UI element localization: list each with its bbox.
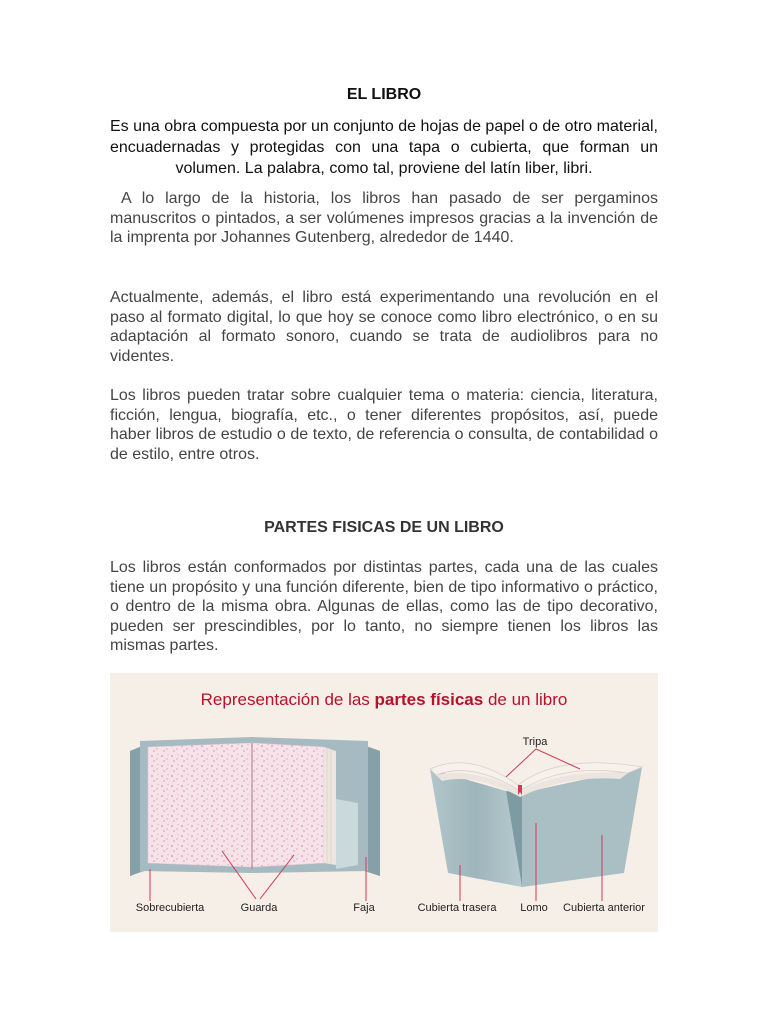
label-sobrecubierta: Sobrecubierta bbox=[135, 902, 205, 914]
book-parts-figure bbox=[110, 673, 658, 932]
label-faja: Faja bbox=[353, 902, 375, 914]
label-cubierta-anterior: Cubierta anterior bbox=[563, 902, 645, 914]
topics-paragraph: Los libros pueden tratar sobre cualquier tema o materia: ciencia, literatura, ficción, lengua, biografía, etc., o tener diferentes propósitos, así, puede haber libros de estudio o de texto, de referencia o consulta, de contabilidad o de estilo, entre otros. bbox=[110, 387, 658, 463]
figure-title: Representación de las partes físicas de un libro bbox=[200, 690, 568, 709]
label-guarda: Guarda bbox=[240, 902, 278, 914]
section-title: PARTES FISICAS DE UN LIBRO bbox=[264, 519, 504, 536]
page-title: EL LIBRO bbox=[346, 86, 422, 103]
book-parts-illustration bbox=[110, 673, 658, 932]
label-tripa: Tripa bbox=[522, 736, 548, 748]
label-cubierta-trasera: Cubierta trasera bbox=[417, 902, 497, 914]
parts-paragraph: Los libros están conformados por distintas partes, cada una de las cuales tiene un propósito y una función diferente, bien de tipo informativo o práctico, o dentro de la misma obra. Algunas de ellas, como las de tipo decorativo, pueden ser prescindibles, por lo tanto, no siempre tienen los libros las mismas partes. bbox=[110, 559, 658, 655]
intro-paragraph: Es una obra compuesta por un conjunto de hojas de papel o de otro material, encuadernadas y protegidas con una tapa o cubierta, que forman un volumen. La palabra, como tal, proviene del latín liber, libri. bbox=[110, 118, 658, 177]
history-paragraph: A lo largo de la historia, los libros han pasado de ser pergaminos manuscritos o pintados, a ser volúmenes impresos gracias a la invención de la imprenta por Johannes Gutenberg, alrededor de 1440. bbox=[110, 190, 663, 247]
open-book-left bbox=[130, 737, 380, 876]
label-lomo: Lomo bbox=[520, 902, 548, 914]
digital-paragraph: Actualmente, además, el libro está experimentando una revolución en el paso al formato digital, lo que hoy se conoce como libro electrónico, o en su adaptación al formato sonoro, cuando se trata de audiolibros para no videntes. bbox=[110, 289, 658, 365]
